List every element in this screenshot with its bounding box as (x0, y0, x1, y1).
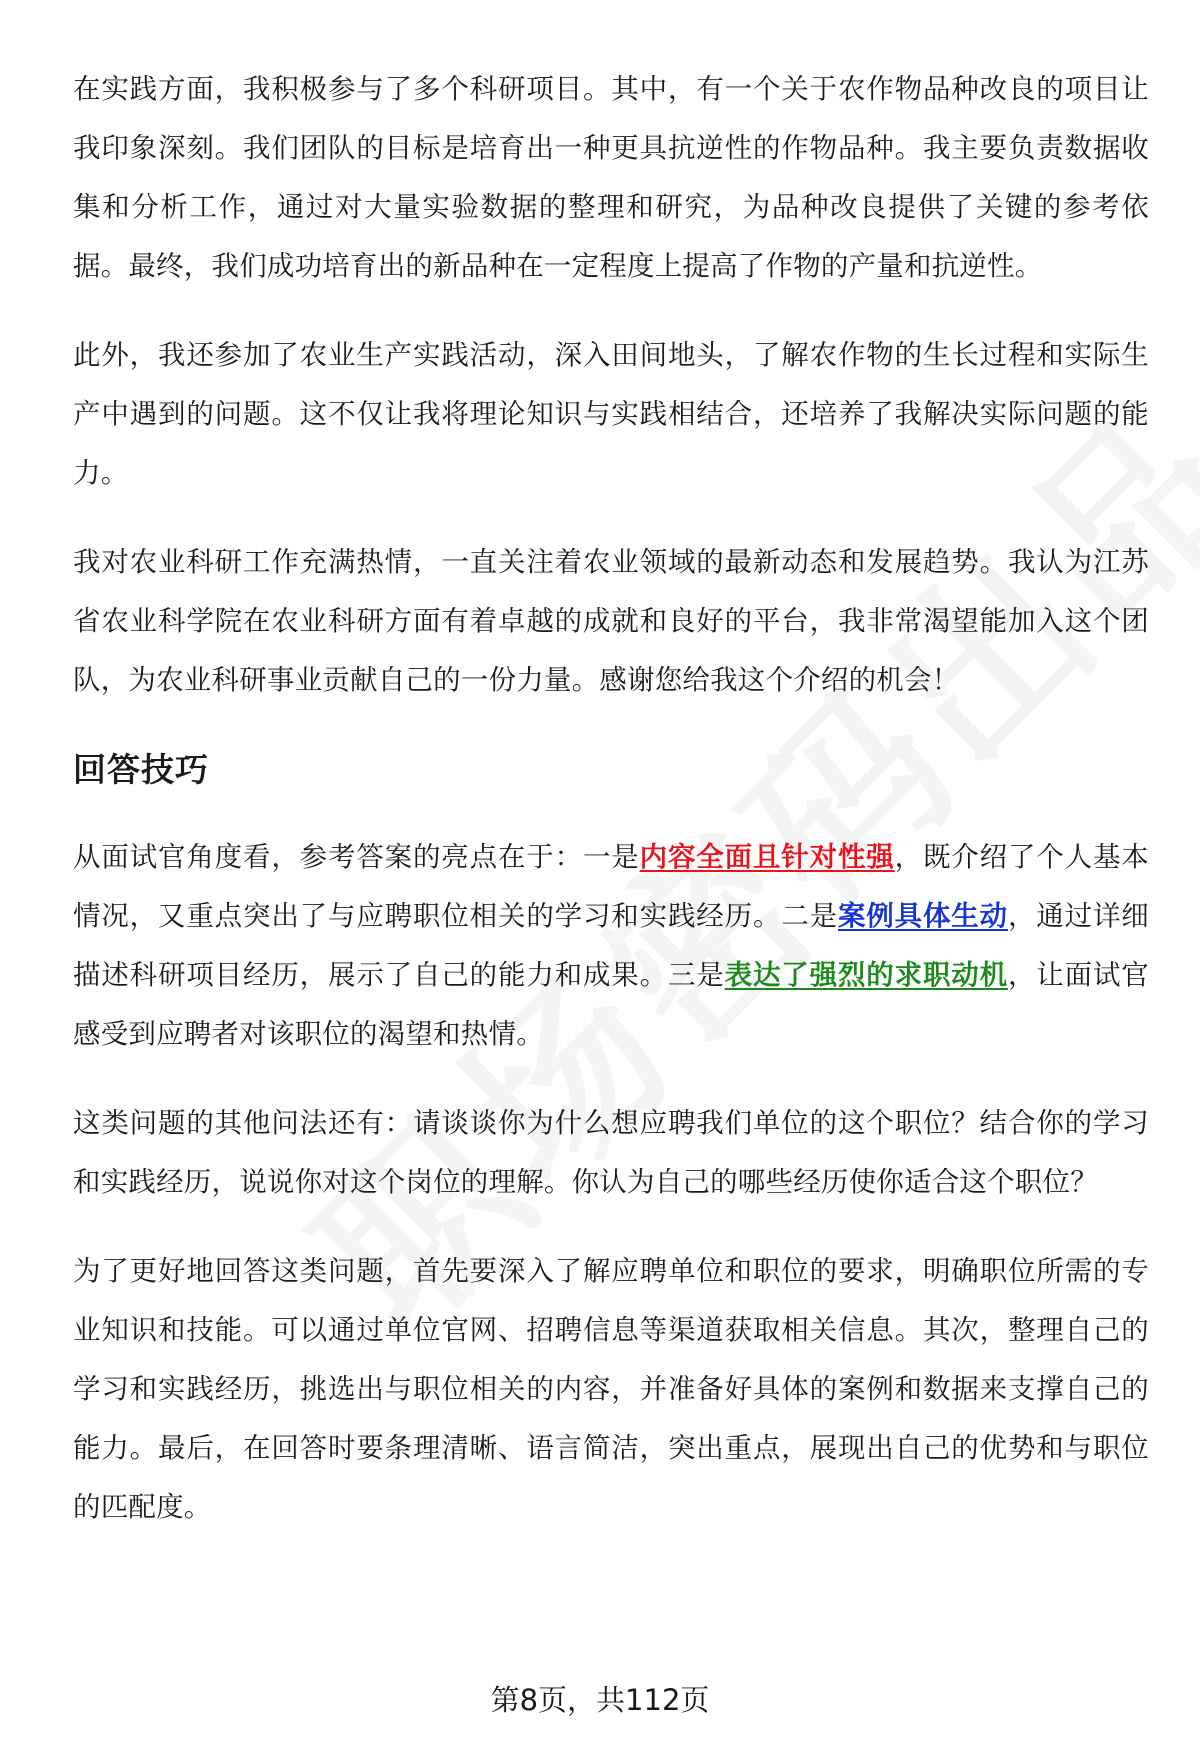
paragraph-motivation: 我对农业科研工作充满热情，一直关注着农业领域的最新动态和发展趋势。我认为江苏省农业科学院在农业科研方面有着卓越的成就和良好的平台，我非常渴望能加入这个团队，为农业科研事业贡献自己的一份力量。感谢您给我这个介绍的机会！ (73, 546, 1149, 696)
paragraph-alternative-questions: 这类问题的其他问法还有：请谈谈你为什么想应聘我们单位的这个职位？结合你的学习和实践经历，说说你对这个岗位的理解。你认为自己的哪些经历使你适合这个职位？ (73, 1107, 1149, 1198)
document-body (73, 60, 1149, 1567)
highlight-specific-cases: 案例具体生动 (837, 900, 1008, 932)
highlights-text-3: ，通过详细描述科研项目经历，展示了自己的能力和成果。三是 (73, 900, 1149, 991)
paragraph-highlights (73, 828, 1149, 1064)
highlight-motivation: 表达了强烈的求职动机 (724, 959, 1008, 991)
paragraph-how-to-answer: 为了更好地回答这类问题，首先要深入了解应聘单位和职位的要求，明确职位所需的专业知识和技能。可以通过单位官网、招聘信息等渠道获取相关信息。其次，整理自己的学习和实践经历，挑选出与职位相关的内容，并准备好具体的案例和数据来支撑自己的能力。最后，在回答时要条理清晰、语言简洁，突出重点，展现出自己的优势和与职位的匹配度。 (73, 1255, 1149, 1523)
paragraph-field-work: 此外，我还参加了农业生产实践活动，深入田间地头，了解农作物的生长过程和实际生产中遇到的问题。这不仅让我将理论知识与实践相结合，还培养了我解决实际问题的能力。 (73, 339, 1149, 489)
highlight-comprehensive: 内容全面且针对性强 (639, 841, 895, 873)
page-number: 第8页，共112页 (490, 1683, 710, 1717)
highlights-text-1: 从面试官角度看，参考答案的亮点在于：一是 (73, 841, 640, 873)
highlights-text-2: ，既介绍了个人基本情况，又重点突出了与应聘职位相关的学习和实践经历。二是 (73, 841, 1149, 932)
section-title: 回答技巧 (73, 750, 209, 789)
highlights-text-4: ，让面试官感受到应聘者对该职位的渴望和热情。 (73, 959, 1149, 1050)
paragraph-practice: 在实践方面，我积极参与了多个科研项目。其中，有一个关于农作物品种改良的项目让我印象深刻。我们团队的目标是培育出一种更具抗逆性的作物品种。我主要负责数据收集和分析工作，通过对大量实验数据的整理和研究，为品种改良提供了关键的参考依据。最终，我们成功培育出的新品种在一定程度上提高了作物的产量和抗逆性。 (73, 73, 1149, 282)
